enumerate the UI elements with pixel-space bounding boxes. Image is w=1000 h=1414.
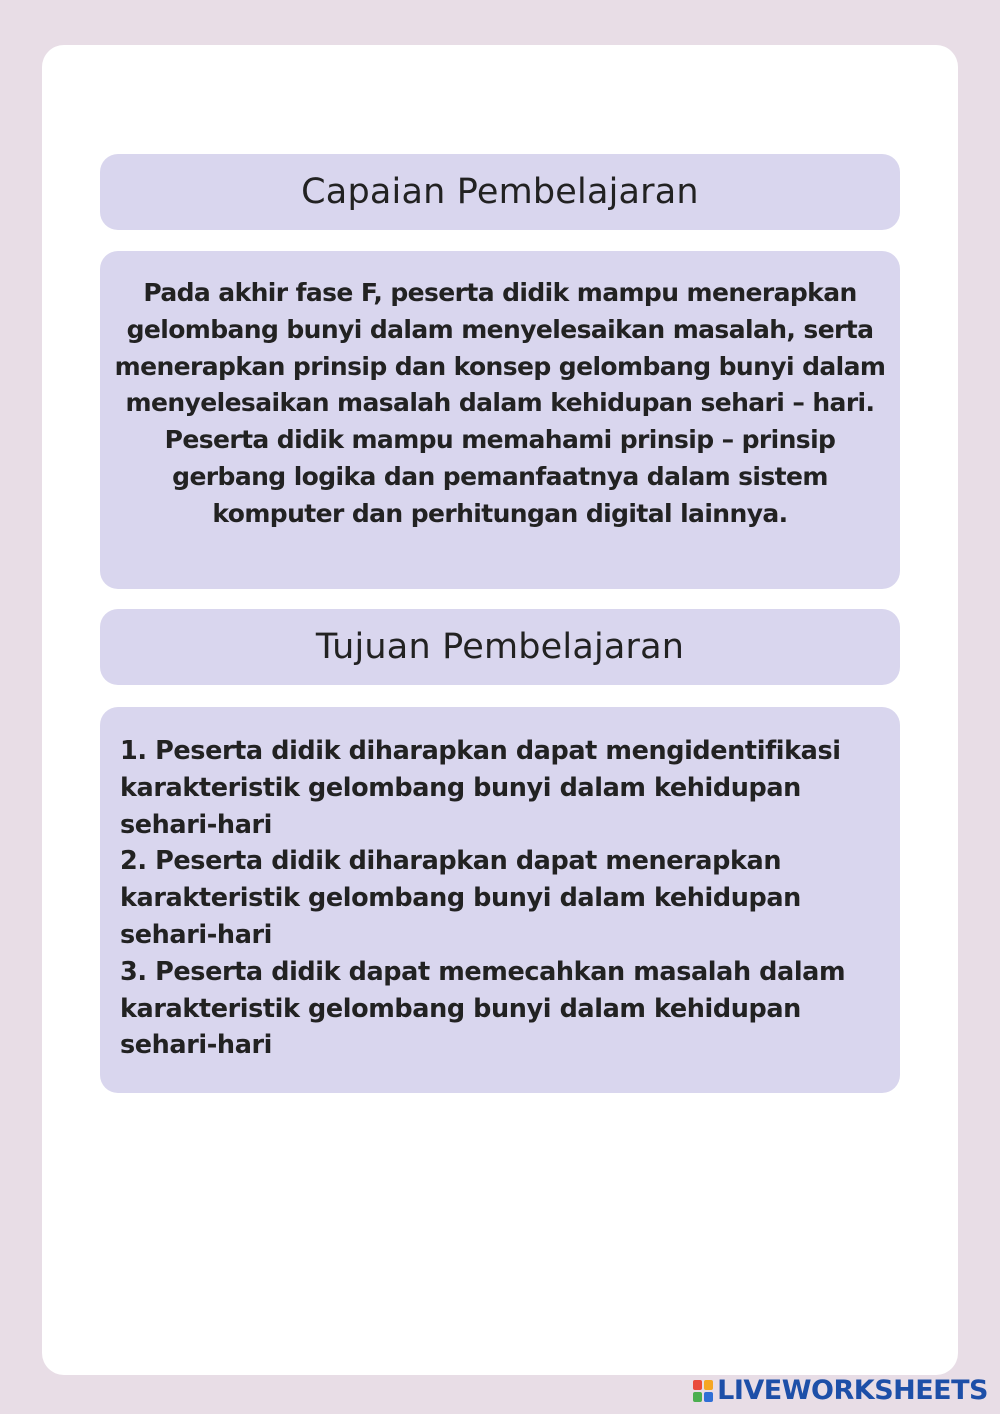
tujuan-item-3: 3. Peserta didik dapat memecahkan masalah dalam karakteristik gelombang bunyi dalam kehidupan sehari-hari <box>120 956 846 1061</box>
capaian-heading-box <box>100 154 900 230</box>
tujuan-heading: Tujuan Pembelajaran <box>315 627 685 667</box>
capaian-body-text: Pada akhir fase F, peserta didik mampu menerapkan gelombang bunyi dalam menyelesaikan masalah, serta menerapkan prinsip dan konsep gelombang bunyi dalam menyelesaikan masalah dalam kehidupan sehari – hari. Peserta didik mampu memahami prinsip – prinsip gerbang logika dan pemanfaatnya dalam sistem komputer dan perhitungan digital lainnya. <box>114 278 886 528</box>
capaian-heading: Capaian Pembelajaran <box>301 172 699 212</box>
liveworksheets-wordmark: LIVEWORKSHEETS <box>717 1375 988 1406</box>
logo-tile-l <box>693 1380 702 1390</box>
tujuan-heading-box <box>100 609 900 685</box>
logo-tile-v <box>693 1392 702 1402</box>
liveworksheets-brand[interactable] <box>693 1375 988 1406</box>
tujuan-item-1: 1. Peserta didik diharapkan dapat mengidentifikasi karakteristik gelombang bunyi dalam kehidupan sehari-hari <box>120 736 841 840</box>
capaian-body-box <box>100 251 900 589</box>
tujuan-item-2: 2. Peserta didik diharapkan dapat menerapkan karakteristik gelombang bunyi dalam kehidupan sehari-hari <box>120 846 801 950</box>
logo-tile-e <box>704 1392 713 1402</box>
logo-tile-i <box>704 1380 713 1390</box>
liveworksheets-logo-icon <box>693 1380 713 1402</box>
tujuan-body-box <box>100 707 900 1093</box>
